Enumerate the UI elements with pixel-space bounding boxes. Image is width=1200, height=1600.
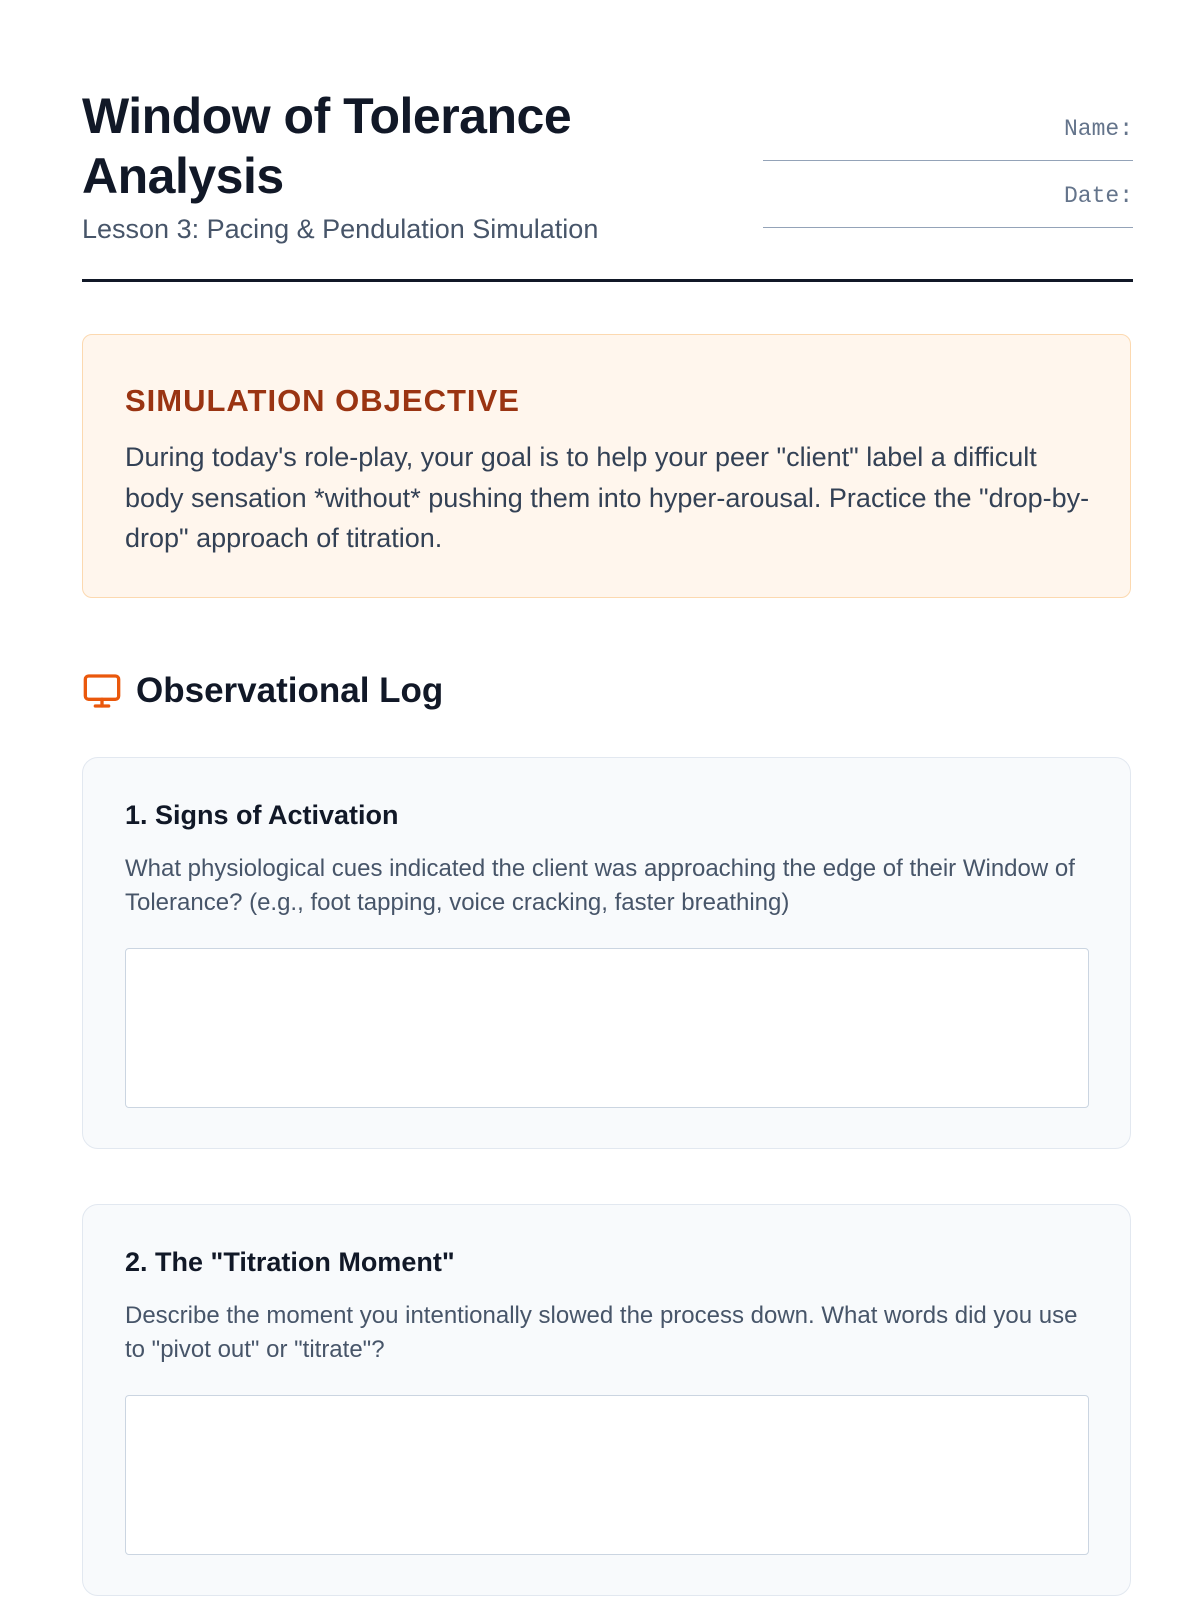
observational-log-heading bbox=[82, 668, 443, 714]
worksheet-header bbox=[82, 86, 1133, 282]
monitor-icon bbox=[82, 671, 122, 711]
name-label: Name: bbox=[1063, 116, 1133, 142]
section-title: Observational Log bbox=[136, 671, 444, 710]
question-card-1 bbox=[82, 757, 1131, 1149]
student-info bbox=[763, 116, 1133, 250]
objective-callout bbox=[82, 334, 1131, 598]
date-row bbox=[763, 183, 1133, 250]
question-title: 2. The "Titration Moment" bbox=[125, 1247, 455, 1277]
question-card-2 bbox=[82, 1204, 1131, 1596]
answer-field-2[interactable] bbox=[125, 1395, 1089, 1555]
date-label: Date: bbox=[1063, 183, 1133, 209]
question-description: Describe the moment you intentionally slowed the process down. What words did you use to "pivot out" or "titrate"? bbox=[125, 1302, 1078, 1363]
date-field-line[interactable] bbox=[763, 227, 1133, 228]
question-title: 1. Signs of Activation bbox=[125, 800, 399, 830]
question-description: What physiological cues indicated the client was approaching the edge of their Window of Tolerance? (e.g., foot tapping, voice cracking, faster breathing) bbox=[125, 855, 1075, 916]
name-field-line[interactable] bbox=[763, 160, 1133, 161]
page-subtitle: Lesson 3: Pacing & Pendulation Simulation bbox=[82, 214, 599, 244]
answer-field-1[interactable] bbox=[125, 948, 1089, 1108]
objective-text: During today's role-play, your goal is to help your peer "client" label a difficult body sensation *without* pushing them into hyper-arousal. Practice the "drop-by-drop" approach of titration. bbox=[125, 442, 1090, 553]
page-title: Window of Tolerance Analysis bbox=[82, 88, 572, 204]
name-row bbox=[763, 116, 1133, 183]
objective-heading: SIMULATION OBJECTIVE bbox=[125, 383, 520, 418]
